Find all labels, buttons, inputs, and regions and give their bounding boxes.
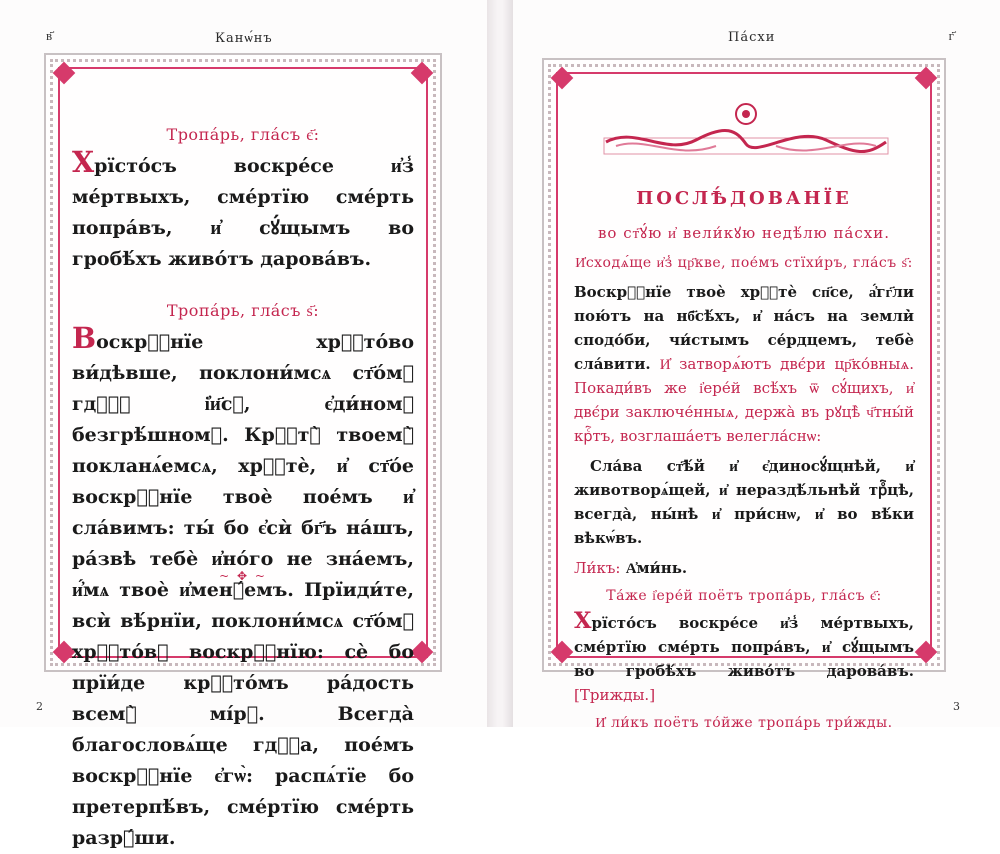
drop-cap: В [72,321,97,355]
choir-text: А҆ми́нь. [625,559,688,577]
exclamation-text: Сла́ва ст҃ѣ́й и҆ є҆диносꙋ́щнѣй, и҆ животворѧ́щей, и҆ нераздѣ́льнѣй трⷪ҇цѣ, всегда̀, ны́нѣ и҆ при́снѡ, и҆ во вѣ́ки вѣкѡ́въ. [574,457,914,547]
page-number: 3 [953,700,960,713]
rubric: И҆сходѧ́ще и҆з̾ цр҃кве, пое́мъ стїхи́ръ, гла́съ ѕ҃: [575,255,913,271]
troparion-text [574,608,914,707]
choir-response [574,556,914,580]
left-content [72,125,414,854]
right-content [574,188,914,732]
folio-letter: г҃ [948,29,954,44]
troparion-text [72,145,414,275]
service-subtitle: во ст҃ꙋ́ю и҆ вели́кꙋю недѣ́лю па́схи. [597,224,891,242]
running-head: Канѡ́нъ [215,31,273,46]
page-frame [44,53,442,849]
troparion-body: рїсто́съ воскре́се и҆з̾ ме́ртвыхъ, сме́ртїю сме́рть попра́въ, и҆ сꙋ́щымъ во гробѣ́хъ живо́тъ дарова́въ. [72,155,414,270]
service-title: ПОСЛѢ́ДОВАНЇЕ [636,188,852,209]
rubric: И҆ ли́къ поётъ то́йже тропа́рь три́жды. [595,715,893,731]
left-page [0,0,487,849]
drop-cap: Х [574,608,592,634]
stichera-body: Воскрⷭ҇нїе твоѐ хрⷭ҇тѐ сп҃се, а҆́гг҃ли пою́тъ на нб҃сѣ́хъ, и҆ на́съ на земли̇̀ сподо́би, чи́стымъ се́рдцемъ, тебѐ сла́вити. [574,283,914,373]
trizhdy-note: [Трижды.] [574,686,656,704]
end-ornament: ~ ✥ ~ [219,569,267,583]
page-number: 2 [36,700,43,713]
drop-cap: Х [72,145,95,179]
stichera-text [574,280,914,448]
rubric-inline: И҆ затворѧ́ютъ двє́ри цр҃ко́вныѧ. Покади́въ же і҆ере́й всѣ́хъ ѿ сꙋ́щихъ, и҆ двє́ри заключе́нныѧ, держа̀ въ рꙋцѣ̀ ч҃тны́й крⷭ҇тъ, возглаша́етъ велегла́снѡ: [574,355,914,445]
troparion-heading: Тропа́рь, гла́съ ѕ҃: [166,301,320,320]
page-frame [542,58,946,731]
folio-letter: в҃ [46,29,53,44]
troparion-heading: Тропа́рь, гла́съ є҃: [166,125,320,144]
troparion-body: рїсто́съ воскре́се и҆з̾ ме́ртвыхъ, сме́ртїю сме́рть попра́въ, и҆ сꙋ́щымъ во гробѣ́хъ живо́тъ дарова́въ. [574,614,914,680]
choir-label: Ли́къ: [574,559,621,577]
running-head: Па́схи [728,30,776,45]
headpiece-ornament [596,100,896,160]
troparion-text [72,321,414,854]
book-gutter [487,0,513,727]
rubric: Та́же і҆ере́й поётъ тропа́рь, гла́съ є҃: [606,588,882,604]
troparion-body: оскрⷭ҇нїе хрⷭ҇то́во ви́дѣвше, поклони́мсѧ ст҃о́мꙋ гдⷭ҇ꙋ і҆и҃сꙋ, є҆ди́номꙋ безгрѣ́шномꙋ. Крⷭ҇тꙋ̀ твоемꙋ̀ покланѧ́емсѧ, хрⷭ҇тѐ, и҆ ст҃о́е воскрⷭ҇нїе твоѐ пое́мъ и҆ сла́вимъ: ты́ бо є҆сѝ бг҃ъ на́шъ, ра́звѣ тебѐ и҆но́го не зна́емъ, и҆́мѧ твоѐ и҆менꙋ́емъ. Прїиди́те, всѝ вѣ́рнїи, поклони́мсѧ ст҃о́мꙋ хрⷭ҇то́вꙋ воскрⷭ҇нїю: сѐ бо прїи́де крⷭ҇то́мъ ра́дость всемꙋ̀ мі́рꙋ. Всегда̀ благословѧ́ще гдⷭ҇а, пое́мъ воскрⷭ҇нїе є҆гѡ̀: распѧ́тїе бо претерпѣ́въ, сме́ртїю сме́рть разрꙋ́ши. [72,331,414,849]
right-page [513,0,1000,731]
